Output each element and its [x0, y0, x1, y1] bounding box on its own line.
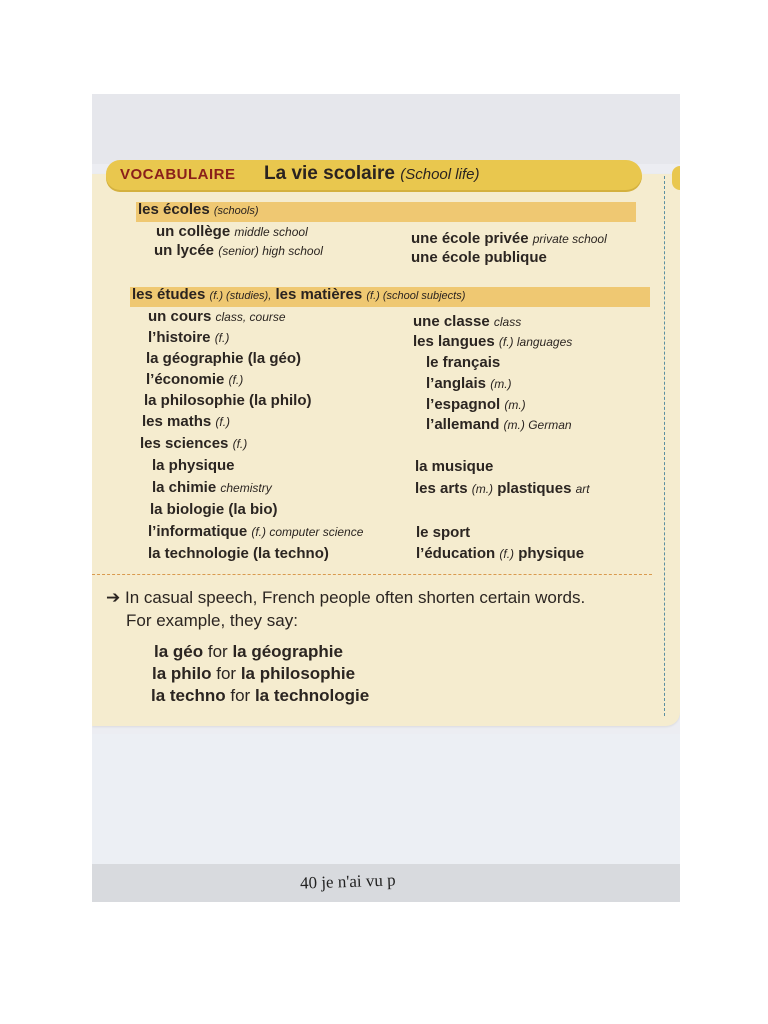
heading-label: les matières	[275, 286, 363, 303]
vocab-item: les maths (f.)	[142, 413, 231, 430]
vocab-item: la musique	[415, 458, 494, 475]
vocab-item: un cours class, course	[148, 308, 286, 325]
vocab-item: la technologie (la techno)	[148, 545, 329, 562]
note-line-1: ➔ In casual speech, French people often shorten certain words.	[106, 588, 586, 607]
vocab-item: l’éducation (f.) physique	[416, 545, 585, 562]
vocab-item: la géographie (la géo)	[146, 350, 302, 367]
vocab-item: une école publique	[411, 249, 547, 266]
vocab-item: le sport	[416, 524, 471, 541]
vocab-item: les arts (m.) plastiques art	[415, 480, 590, 497]
heading-label: les écoles	[138, 201, 210, 218]
example-line: la géo for la géographie	[154, 642, 343, 661]
heading-note: (f.) (studies),	[209, 290, 272, 302]
vocab-item: le français	[426, 354, 501, 371]
heading-note: (schools)	[213, 205, 259, 217]
section-divider	[92, 574, 652, 575]
adjacent-box-edge	[664, 176, 680, 716]
heading-note: (f.) (school subjects)	[366, 290, 466, 302]
page-below-box	[92, 734, 680, 864]
title-main: La vie scolaire	[264, 163, 395, 184]
vocab-item: l’histoire (f.)	[148, 329, 230, 346]
page-title	[264, 163, 479, 185]
vocab-item: la biologie (la bio)	[150, 501, 278, 518]
textbook-photo	[92, 94, 680, 902]
vocab-item: la chimie chemistry	[152, 479, 272, 496]
title-subtitle: (School life)	[400, 166, 480, 183]
page-footer: 40 je n'ai vu p	[299, 870, 396, 893]
vocab-item: les langues (f.) languages	[413, 333, 573, 350]
vocab-item: l’allemand (m.) German	[426, 416, 572, 433]
vocab-item: un lycée (senior) high school	[154, 242, 323, 259]
previous-page-area	[92, 94, 680, 164]
title-kicker: VOCABULAIRE	[120, 166, 236, 183]
section-heading-etudes	[132, 286, 465, 303]
vocab-item: l’économie (f.)	[146, 371, 244, 388]
vocab-item: une classe class	[413, 313, 522, 330]
vocab-item: les sciences (f.)	[140, 435, 248, 452]
arrow-icon: ➔	[106, 588, 121, 607]
vocab-item: l’anglais (m.)	[426, 375, 512, 392]
section-heading-ecoles	[138, 201, 259, 218]
vocab-item: la physique	[152, 457, 235, 474]
vocab-item: l’informatique (f.) computer science	[148, 523, 364, 540]
vocab-item: la philosophie (la philo)	[144, 392, 312, 409]
heading-label: les études	[132, 286, 206, 303]
example-line: la philo for la philosophie	[152, 664, 356, 683]
example-line: la techno for la technologie	[151, 686, 370, 705]
vocab-item: une école privée private school	[411, 230, 607, 247]
note-line-2: For example, they say:	[126, 611, 298, 630]
vocab-item: l’espagnol (m.)	[426, 396, 526, 413]
vocab-item: un collège middle school	[156, 223, 308, 240]
